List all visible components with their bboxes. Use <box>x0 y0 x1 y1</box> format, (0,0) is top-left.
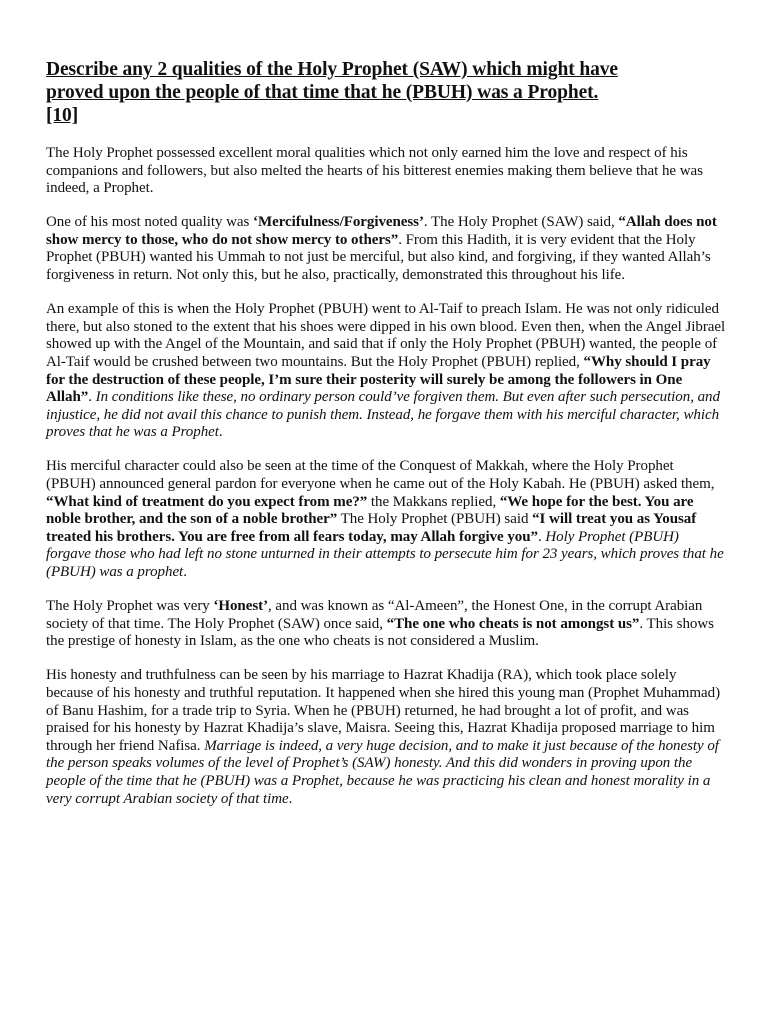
paragraph-text: His merciful character could also be seen at the time of the Conquest of Makkah, where the Holy Prophet (PBUH) announced general pardon for everyone when he came out of the Holy Kabah. He (PBUH) asked them, <box>46 458 715 492</box>
paragraph-text: . The Holy Prophet (SAW) said, <box>423 214 619 231</box>
paragraph-text: . <box>88 389 96 406</box>
paragraph-text: . From this Hadith, it is very evident that the Holy Prophet (PBUH) wanted his Ummah to not just be merciful, but also kind, and forgiving, if they wanted Allah’s forgiveness in return. Not only this, but he also, practically, demonstrated this throughout his life. <box>46 231 711 284</box>
heading-line-2: proved upon the people of that time that he (PBUH) was a Prophet. <box>46 82 599 103</box>
paragraph-text: . <box>537 528 546 545</box>
prophet-quote: “Why should I pray for the destruction of these people, I’m sure their posterity will surely be among the followers in One Allah” <box>46 353 711 406</box>
paragraph-honesty <box>46 598 726 651</box>
makkans-quote: “We hope for the best. You are noble brother, and the son of a noble brother” <box>46 493 694 528</box>
paragraph-intro <box>46 145 726 198</box>
analysis-text: Marriage is indeed, a very huge decision, and to make it just because of the honesty of the person speaks volumes of the level of Prophet’s (SAW) honesty. And this did wonders in proving upon the people of the time that he (PBUH) was a Prophet, because he was practicing his clean and honest morality in a very corrupt Arabian society of that time <box>46 737 719 807</box>
analysis-text: In conditions like these, no ordinary person could’ve forgiven them. But even after such persecution, and injustice, he did not avail this chance to punish them. Instead, he forgave them with his merciful character, which proves that he was a Prophet <box>46 389 720 441</box>
paragraph-text: His honesty and truthfulness can be seen by his marriage to Hazrat Khadija (RA), which took place solely because of his honesty and truthful reputation. It happened when she hired this young man (Prophet Muhammad) of Banu Hashim, for a trade trip to Syria. When he (PBUH) returned, he had brought a lot of profit, and was praised for his honesty by Hazrat Khadija’s slave, Maisra. Seeing this, Hazrat Khadija proposed marriage to him through her friend Nafisa. <box>46 667 721 754</box>
paragraph-text: One of his most noted quality was <box>46 214 254 231</box>
paragraph-text: . <box>218 424 223 441</box>
paragraph-mercifulness <box>46 214 726 284</box>
paragraph-text: , and was known as “Al-Ameen”, the Honest One, in the corrupt Arabian society of that time. The Holy Prophet (SAW) once said, <box>46 598 703 632</box>
paragraph-text: the Makkans replied, <box>367 493 500 510</box>
prophet-quote: “I will treat you as Yousaf treated his brothers. You are free from all fears today, may Allah forgive you” <box>46 511 697 545</box>
quality-term: ‘Mercifulness/Forgiveness’ <box>253 214 424 231</box>
analysis-text: Holy Prophet (PBUH) forgave those who had left no stone unturned in their attempts to persecute him for 23 years, which proves that he (PBUH) was a prophet <box>46 528 724 580</box>
document-page <box>46 58 726 825</box>
paragraph-text: The Holy Prophet (PBUH) said <box>337 511 533 528</box>
paragraph-text: . <box>183 563 187 580</box>
heading-marks: [10] <box>46 105 79 126</box>
paragraph-khadija-marriage <box>46 667 726 808</box>
hadith-quote: “Allah does not show mercy to those, who do not show mercy to others” <box>46 214 717 248</box>
paragraph-text: The Holy Prophet was very <box>46 598 214 615</box>
quality-term: ‘Honest’ <box>213 598 269 615</box>
paragraph-text: . This shows the prestige of honesty in Islam, as the one who cheats is not considered a Muslim. <box>46 615 714 650</box>
hadith-quote: “The one who cheats is not amongst us” <box>386 615 640 632</box>
paragraph-al-taif <box>46 301 726 442</box>
paragraph-text: The Holy Prophet possessed excellent moral qualities which not only earned him the love and respect of his companions and followers, but also melted the hearts of his bitterest enemies making them believe that he was indeed, a Prophet. <box>46 145 703 197</box>
prophet-quote: “What kind of treatment do you expect from me?” <box>46 493 368 510</box>
question-heading <box>46 58 726 127</box>
paragraph-text: An example of this is when the Holy Prophet (PBUH) went to Al-Taif to preach Islam. He was not only ridiculed there, but also stoned to the extent that his shoes were dipped in his own blood. Even then, when the Angel Jibrael showed up with the Angel of the Mountain, and said that if only the Holy Prophet (PBUH) wanted, the people of Al-Taif would be crushed between two mountains. But the Holy Prophet (PBUH) replied, <box>46 301 726 370</box>
paragraph-conquest-makkah <box>46 458 726 581</box>
paragraph-text: . <box>288 790 293 807</box>
heading-line-1: Describe any 2 qualities of the Holy Prophet (SAW) which might have <box>46 59 618 80</box>
